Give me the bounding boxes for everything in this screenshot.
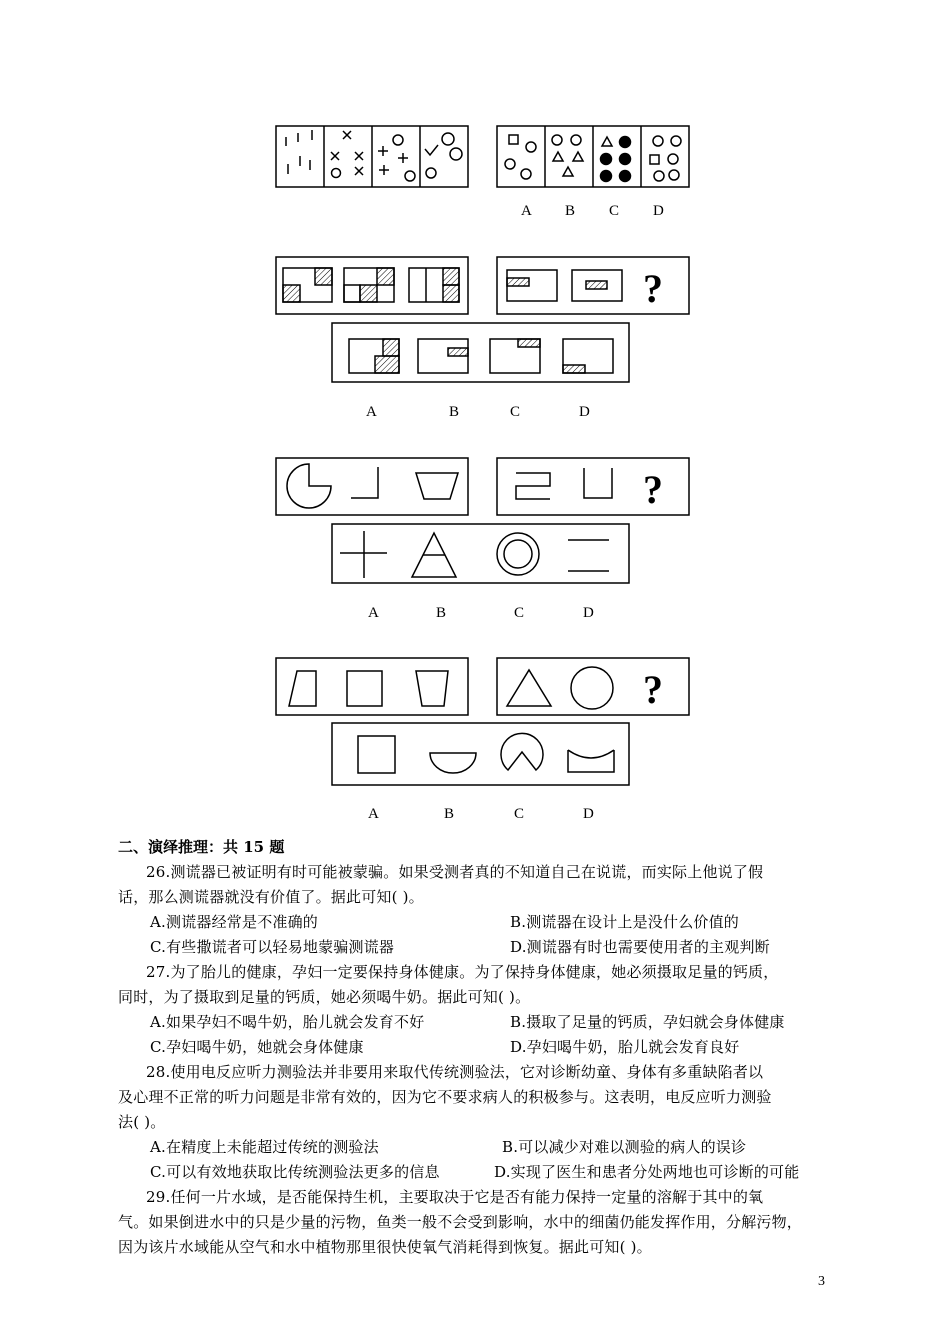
option-b-shape [418, 339, 468, 373]
q28-stem-line-2: 及心理不正常的听力问题是非常有效的，因为它不要求病人的积极参与。这表明，电反应听力测验 [118, 1088, 772, 1106]
option-c-shape [601, 137, 631, 182]
section-title: 二、演绎推理：共 15 题 [118, 838, 285, 856]
q22-label-d: D [653, 203, 664, 219]
q23-label-b: B [449, 404, 460, 420]
q25-label-a: A [368, 806, 379, 822]
q23-question-mark: ? [643, 266, 663, 311]
q25-question-mark: ? [643, 667, 663, 712]
q27-option-c: C.孕妇喝牛奶，她就会身体健康 [150, 1038, 364, 1056]
q24-label-b: B [436, 605, 447, 621]
option-d-shape [568, 750, 614, 772]
option-c-shape [497, 533, 539, 575]
q23-label-a: A [366, 404, 377, 420]
q27-stem-line-1: 27.为了胎儿的健康，孕妇一定要保持身体健康。为了保持身体健康，她必须摄取足量的钙质， [146, 963, 779, 981]
q29-stem-line-1: 29.任何一片水域，是否能保持生机，主要取决于它是否有能力保持一定量的溶解于其中的氧 [146, 1188, 764, 1206]
option-d-shape [568, 540, 609, 571]
option-b-shape [552, 135, 583, 176]
q25-label-c: C [514, 806, 525, 822]
q24-label-c: C [514, 605, 525, 621]
q22-label-c: C [609, 203, 620, 219]
q28-stem-line-1: 28.使用电反应听力测验法并非要用来取代传统测验法，它对诊断幼童、身体有多重缺陷者以 [146, 1063, 764, 1081]
plus-shape [378, 135, 415, 181]
q24-label-d: D [583, 605, 594, 621]
q22-label-b: B [565, 203, 576, 219]
option-b-shape [430, 753, 476, 773]
q29-stem-line-2: 气。如果倒进水中的只是少量的污物，鱼类一般不会受到影响，水中的细菌仍能发挥作用，分解污物， [118, 1213, 803, 1231]
page-number: 3 [818, 1274, 825, 1289]
q28-stem-line-3: 法( )。 [118, 1113, 166, 1131]
q26-option-b: B.测谎器在设计上是没什么价值的 [510, 913, 739, 931]
option-c-shape [501, 733, 543, 770]
pie-shape [287, 464, 331, 508]
q26-option-a: A.测谎器经常是不准确的 [150, 913, 319, 931]
check-shape [425, 133, 462, 178]
q28-option-d: D.实现了医生和患者分处两地也可诊断的可能 [494, 1163, 800, 1181]
crosses-shape [331, 131, 363, 178]
q26-stem-line-1: 26.测谎器已被证明有时可能被蒙骗。如果受测者真的不知道自己在说谎，而实际上他说了假 [146, 863, 764, 881]
q25-figure [276, 658, 689, 785]
sticks-shape [286, 130, 312, 174]
q24-figure [276, 458, 689, 583]
q23-figure [276, 257, 689, 382]
q24-label-a: A [368, 605, 379, 621]
q23-label-c: C [510, 404, 521, 420]
q24-question-mark: ? [643, 467, 663, 512]
option-b-shape [412, 533, 456, 577]
q26-stem-line-2: 话，那么测谎器就没有价值了。据此可知( )。 [118, 888, 424, 906]
q28-option-a: A.在精度上未能超过传统的测验法 [150, 1138, 379, 1156]
option-a-shape [505, 135, 536, 179]
q27-option-b: B.摄取了足量的钙质，孕妇就会身体健康 [510, 1013, 785, 1031]
q25-label-d: D [583, 806, 594, 822]
q26-option-d: D.测谎器有时也需要使用者的主观判断 [510, 938, 770, 956]
option-d-shape [563, 339, 613, 373]
option-c-shape [490, 339, 540, 373]
option-a-shape [349, 339, 399, 373]
q27-option-a: A.如果孕妇不喝牛奶，胎儿就会发育不好 [150, 1013, 425, 1031]
option-a-shape [340, 531, 387, 578]
option-d-shape [650, 136, 681, 181]
option-a-shape [358, 736, 395, 773]
q23-label-d: D [579, 404, 590, 420]
q22-figure [276, 126, 689, 187]
q28-option-b: B.可以减少对难以测验的病人的误诊 [502, 1138, 747, 1156]
q26-option-c: C.有些撒谎者可以轻易地蒙骗测谎器 [150, 938, 395, 956]
q27-stem-line-2: 同时，为了摄取到足量的钙质，她必须喝牛奶。据此可知( )。 [118, 988, 531, 1006]
q28-option-c: C.可以有效地获取比传统测验法更多的信息 [150, 1163, 440, 1181]
q27-option-d: D.孕妇喝牛奶，胎儿就会发育良好 [510, 1038, 740, 1056]
q25-label-b: B [444, 806, 455, 822]
q22-label-a: A [521, 203, 532, 219]
q29-stem-line-3: 因为该片水域能从空气和水中植物那里很快使氧气消耗得到恢复。据此可知( )。 [118, 1238, 652, 1256]
